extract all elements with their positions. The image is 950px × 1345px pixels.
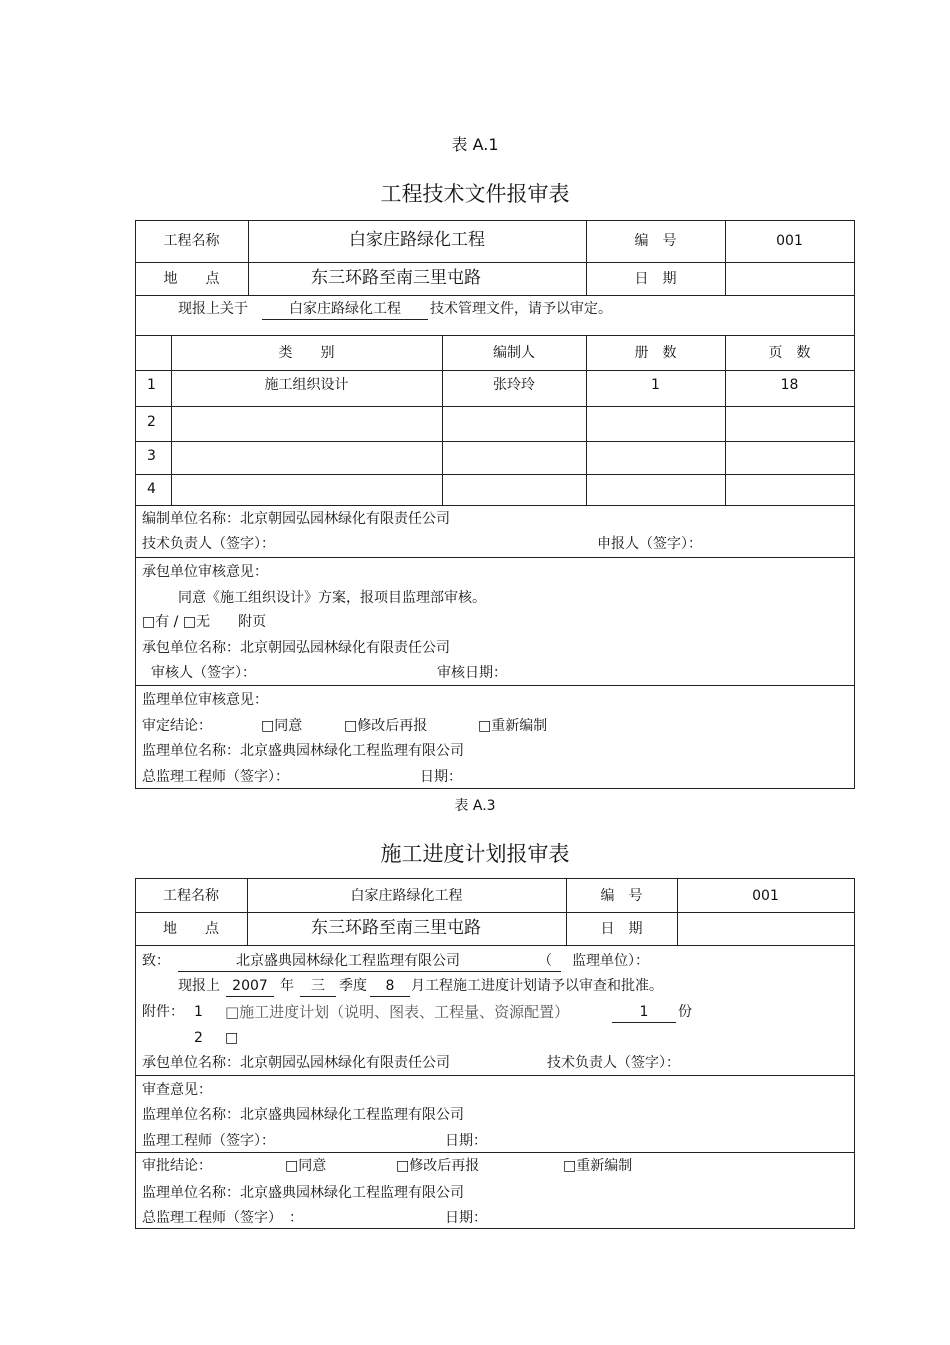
row-3-no: 3 — [147, 448, 156, 464]
form2-caption: 表 A.3 — [454, 798, 496, 814]
conclusion-label: 审定结论： — [142, 718, 212, 734]
supervisor-review-title: 监理单位审核意见： — [142, 692, 268, 708]
f2-date-label: 日 期 — [600, 921, 643, 937]
f2-date-2: 日期： — [445, 1210, 487, 1226]
f2-date: 日期： — [445, 1133, 487, 1149]
row-1-no: 1 — [147, 377, 156, 393]
f2-project-name-label: 工程名称 — [163, 888, 219, 904]
report-suffix: 技术管理文件，请予以审定。 — [430, 301, 612, 317]
attach1-no: 1 — [194, 1004, 203, 1020]
approval-label: 审批结论： — [142, 1158, 212, 1174]
f2-report-prefix: 现报上 — [178, 978, 220, 994]
f2-contractor-unit: 承包单位名称：北京朝园弘园林绿化有限责任公司 — [142, 1055, 450, 1071]
attachment-options: □有 / □无 附页 — [142, 614, 267, 630]
row-1-category: 施工组织设计 — [264, 377, 349, 393]
number-label: 编 号 — [634, 233, 677, 249]
f2-number-value: 001 — [752, 888, 779, 904]
f2-opt-recompile: □重新编制 — [563, 1158, 633, 1174]
form1-caption: 表 A.1 — [451, 135, 499, 154]
header-editor: 编制人 — [493, 345, 535, 361]
location-label: 地 点 — [163, 271, 220, 287]
f2-opt-agree: □同意 — [285, 1158, 327, 1174]
opt-agree: □同意 — [261, 718, 303, 734]
f2-supervisor-unit: 监理单位名称：北京盛典园林绿化工程监理有限公司 — [142, 1107, 464, 1123]
project-name-label: 工程名称 — [163, 233, 220, 249]
attach2-checkbox: □ — [225, 1030, 239, 1046]
to-suffix: 监理单位）： — [572, 953, 649, 969]
form2-title: 施工进度计划报审表 — [380, 842, 570, 866]
date-label: 日 期 — [634, 271, 677, 287]
row-1-pages: 18 — [780, 377, 799, 393]
to-paren: （ — [538, 953, 552, 969]
tech-leader: 技术负责人（签字）： — [142, 536, 275, 552]
compile-unit: 编制单位名称：北京朝园弘园林绿化有限责任公司 — [142, 511, 450, 527]
contractor-unit: 承包单位名称：北京朝园弘园林绿化有限责任公司 — [142, 640, 450, 656]
header-volumes: 册 数 — [634, 345, 677, 361]
header-pages: 页 数 — [768, 345, 811, 361]
attach1-count: 1 — [639, 1004, 649, 1020]
f2-location-value: 东三环路至南三里屯路 — [311, 918, 481, 938]
report-year: 2007 — [232, 978, 268, 994]
f2-tech-leader: 技术负责人（签字）： — [547, 1055, 680, 1071]
opt-revise: □修改后再报 — [344, 718, 428, 734]
reviewer: 审核人（签字）： — [151, 665, 256, 681]
row-4-no: 4 — [147, 481, 156, 497]
row-1-volumes: 1 — [651, 377, 660, 393]
report-prefix: 现报上关于 — [178, 301, 248, 317]
report-quarter-label: 季度 — [339, 978, 367, 994]
location-value: 东三环路至南三里屯路 — [311, 268, 481, 288]
form1-title: 工程技术文件报审表 — [380, 182, 570, 206]
report-suffix-2: 月工程施工进度计划请予以审查和批准。 — [411, 978, 663, 994]
contractor-review-text: 同意《施工组织设计》方案，报项目监理部审核。 — [178, 590, 486, 606]
report-year-label: 年 — [280, 978, 294, 994]
to-label: 致： — [142, 953, 170, 969]
to-unit: 北京盛典园林绿化工程监理有限公司 — [236, 953, 460, 969]
number-value: 001 — [776, 233, 803, 249]
supervisor-unit: 监理单位名称：北京盛典园林绿化工程监理有限公司 — [142, 743, 464, 759]
opt-recompile: □重新编制 — [478, 718, 548, 734]
f2-number-label: 编 号 — [600, 888, 643, 904]
row-1-editor: 张玲玲 — [493, 377, 535, 393]
attach1-text: □施工进度计划（说明、图表、工程量、资源配置） — [225, 1003, 570, 1021]
report-quarter: 三 — [311, 978, 325, 994]
date: 日期： — [420, 769, 462, 785]
attach1-unit: 份 — [678, 1004, 692, 1020]
project-name-value: 白家庄路绿化工程 — [349, 230, 485, 250]
review-date: 审核日期： — [437, 665, 507, 681]
row-2-no: 2 — [147, 414, 156, 430]
attach2-no: 2 — [194, 1030, 203, 1046]
review-title: 审查意见： — [142, 1082, 212, 1098]
attach-label: 附件： — [142, 1004, 184, 1020]
f2-supervisor-unit-2: 监理单位名称：北京盛典园林绿化工程监理有限公司 — [142, 1185, 464, 1201]
header-category: 类 别 — [278, 345, 335, 361]
f2-opt-revise: □修改后再报 — [396, 1158, 480, 1174]
applicant: 申报人（签字）： — [597, 536, 702, 552]
chief-engineer: 总监理工程师（签字）： — [142, 769, 289, 785]
f2-chief-engineer: 总监理工程师（签字） ： — [142, 1210, 303, 1226]
f2-project-name-value: 白家庄路绿化工程 — [350, 888, 463, 904]
report-month: 8 — [385, 978, 395, 994]
f2-location-label: 地 点 — [163, 921, 219, 937]
contractor-review-title: 承包单位审核意见： — [142, 564, 268, 580]
report-project: 白家庄路绿化工程 — [289, 301, 401, 317]
f2-engineer: 监理工程师（签字）： — [142, 1133, 275, 1149]
